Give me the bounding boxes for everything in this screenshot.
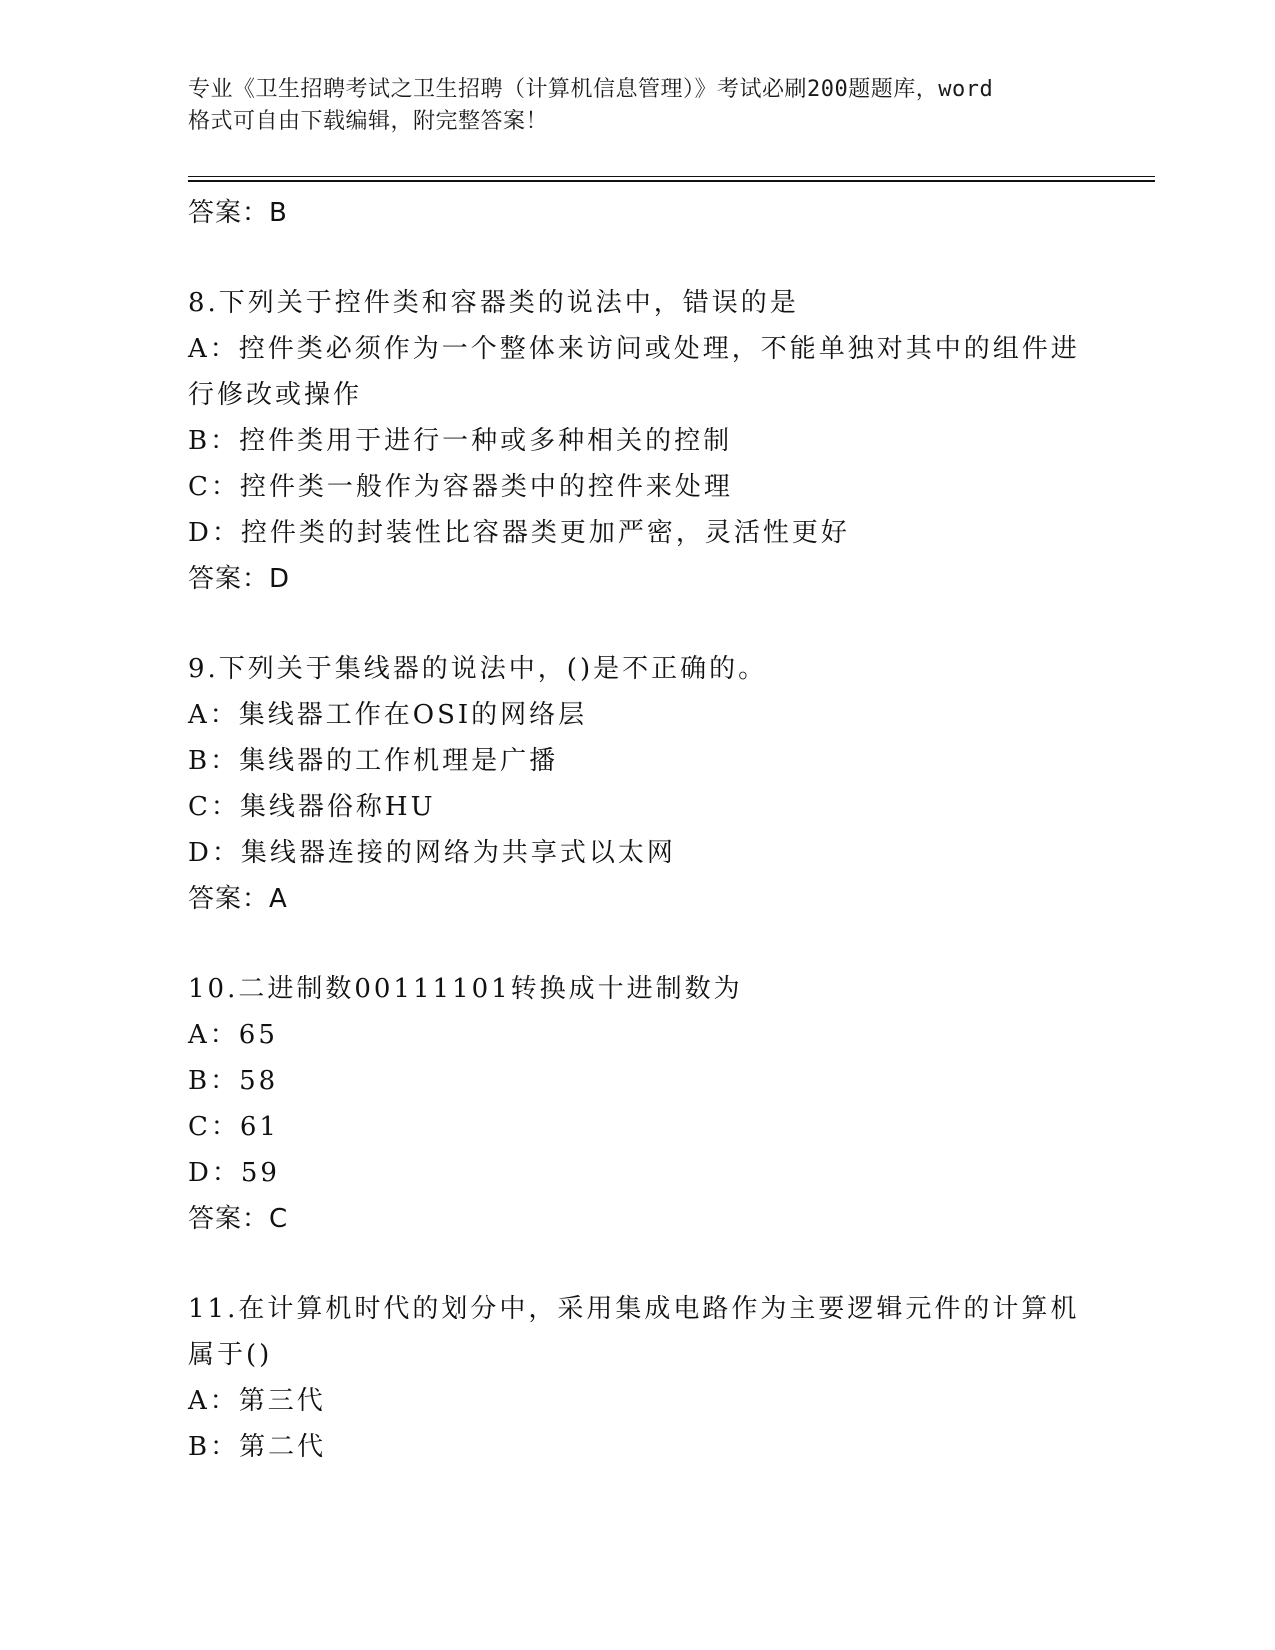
document-header	[188, 74, 1088, 138]
option-c: C：61	[188, 1112, 279, 1142]
option-b: B：58	[188, 1066, 279, 1096]
option-c: C：集线器俗称HU	[188, 792, 436, 822]
answer-line: 答案：A	[188, 884, 288, 914]
option-b: B：控件类用于进行一种或多种相关的控制	[188, 426, 733, 456]
question-stem-continued: 属于()	[188, 1340, 273, 1370]
question-list	[188, 190, 1088, 1470]
header-divider-thick	[188, 180, 1155, 182]
header-divider-thin	[188, 176, 1155, 177]
answer-line: 答案：B	[188, 198, 288, 228]
header-line-1: 专业《卫生招聘考试之卫生招聘（计算机信息管理）》考试必刷200题题库，word	[188, 77, 994, 102]
option-c: C：控件类一般作为容器类中的控件来处理	[188, 472, 733, 502]
question-stem: 11.在计算机时代的划分中，采用集成电路作为主要逻辑元件的计算机	[188, 1294, 1080, 1324]
header-line-2: 格式可自由下载编辑，附完整答案！	[188, 109, 549, 134]
question-block	[188, 280, 1088, 602]
question-block	[188, 1286, 1088, 1470]
option-b: B：集线器的工作机理是广播	[188, 746, 559, 776]
answer-line: 答案：D	[188, 564, 291, 594]
option-d: D：集线器连接的网络为共享式以太网	[188, 838, 676, 868]
answer-line: 答案：C	[188, 1204, 289, 1234]
option-d: D：59	[188, 1158, 280, 1188]
option-a: A：第三代	[188, 1386, 326, 1416]
option-a-continued: 行修改或操作	[188, 380, 363, 410]
option-a: A：控件类必须作为一个整体来访问或处理，不能单独对其中的组件进	[188, 334, 1080, 364]
option-b: B：第二代	[188, 1432, 327, 1462]
option-a: A：集线器工作在OSI的网络层	[188, 700, 588, 730]
question-block	[188, 966, 1088, 1242]
question-block	[188, 646, 1088, 922]
question-stem: 10.二进制数00111101转换成十进制数为	[188, 974, 743, 1004]
option-d: D：控件类的封装性比容器类更加严密，灵活性更好	[188, 518, 850, 548]
question-stem: 8.下列关于控件类和容器类的说法中，错误的是	[188, 288, 799, 318]
question-stem: 9.下列关于集线器的说法中，()是不正确的。	[188, 654, 768, 684]
option-a: A：65	[188, 1020, 278, 1050]
